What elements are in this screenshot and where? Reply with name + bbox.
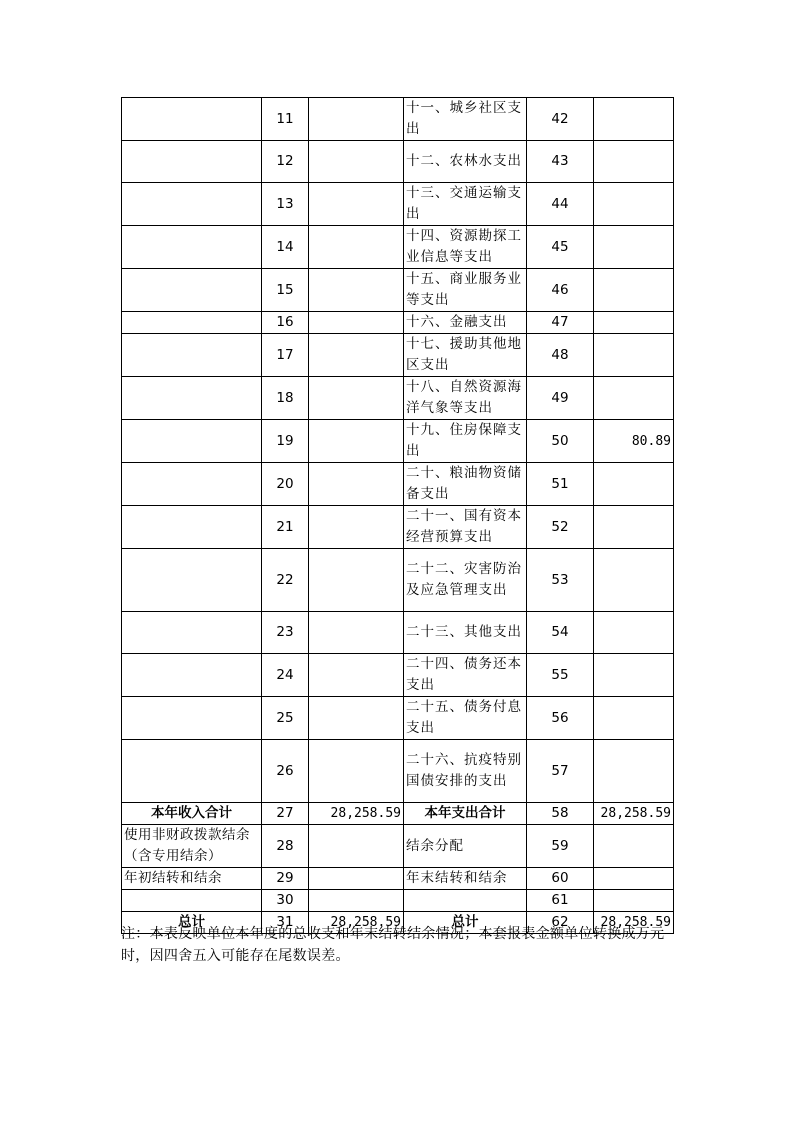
table-row: [122, 226, 674, 269]
expenditure-line-number-cell: 54: [527, 612, 594, 654]
expenditure-item-cell: 结余分配: [404, 825, 527, 868]
income-amount-cell: [309, 890, 404, 912]
expenditure-item-cell: 十二、农林水支出: [404, 141, 527, 183]
table-row: [122, 654, 674, 697]
income-line-number-cell: 25: [262, 697, 309, 740]
income-line-number-cell: 19: [262, 420, 309, 463]
table-row: [122, 890, 674, 912]
expenditure-amount-cell: [594, 334, 674, 377]
expenditure-amount-cell: [594, 312, 674, 334]
expenditure-amount-cell: [594, 890, 674, 912]
table-row: [122, 141, 674, 183]
expenditure-line-number-cell: 55: [527, 654, 594, 697]
income-line-number-cell: 29: [262, 868, 309, 890]
expenditure-item-cell: 二十、粮油物资储备支出: [404, 463, 527, 506]
income-amount-cell: [309, 312, 404, 334]
table-row: [122, 549, 674, 612]
income-amount-cell: 28,258.59: [309, 803, 404, 825]
expenditure-line-number-cell: 50: [527, 420, 594, 463]
income-amount-cell: [309, 868, 404, 890]
income-amount-cell: [309, 420, 404, 463]
expenditure-item-cell: 二十一、国有资本经营预算支出: [404, 506, 527, 549]
expenditure-item-cell: 总计: [404, 912, 527, 934]
income-line-number-cell: 17: [262, 334, 309, 377]
table-footnote: 注：本表反映单位本年度的总收支和年末结转结余情况；本套报表金额单位转换成万元时，因四舍五入可能存在尾数误差。: [121, 926, 665, 964]
expenditure-item-cell: 本年支出合计: [404, 803, 527, 825]
income-line-number-cell: 26: [262, 740, 309, 803]
income-item-cell: [122, 697, 262, 740]
expenditure-amount-cell: [594, 506, 674, 549]
income-expenditure-table: [121, 97, 674, 934]
income-line-number-cell: 16: [262, 312, 309, 334]
income-item-cell: [122, 654, 262, 697]
income-item-cell: [122, 890, 262, 912]
expenditure-line-number-cell: 61: [527, 890, 594, 912]
income-line-number-cell: 22: [262, 549, 309, 612]
expenditure-amount-cell: [594, 226, 674, 269]
expenditure-amount-cell: [594, 697, 674, 740]
expenditure-amount-cell: [594, 825, 674, 868]
income-item-cell: [122, 312, 262, 334]
income-item-cell: [122, 226, 262, 269]
expenditure-amount-cell: [594, 740, 674, 803]
income-amount-cell: 28,258.59: [309, 912, 404, 934]
table-row: [122, 825, 674, 868]
expenditure-item-cell: 二十六、抗疫特别国债安排的支出: [404, 740, 527, 803]
income-item-cell: [122, 463, 262, 506]
expenditure-item-cell: 二十二、灾害防治及应急管理支出: [404, 549, 527, 612]
table-row: [122, 312, 674, 334]
table-row: [122, 98, 674, 141]
table-row: [122, 420, 674, 463]
expenditure-item-cell: [404, 890, 527, 912]
expenditure-line-number-cell: 58: [527, 803, 594, 825]
income-amount-cell: [309, 825, 404, 868]
expenditure-line-number-cell: 46: [527, 269, 594, 312]
table-row: [122, 463, 674, 506]
table-row: [122, 506, 674, 549]
income-item-cell: [122, 334, 262, 377]
income-amount-cell: [309, 183, 404, 226]
expenditure-amount-cell: [594, 612, 674, 654]
income-item-cell: 年初结转和结余: [122, 868, 262, 890]
expenditure-line-number-cell: 44: [527, 183, 594, 226]
income-item-cell: 使用非财政拨款结余（含专用结余）: [122, 825, 262, 868]
expenditure-amount-cell: [594, 183, 674, 226]
expenditure-line-number-cell: 48: [527, 334, 594, 377]
expenditure-amount-cell: [594, 269, 674, 312]
expenditure-line-number-cell: 51: [527, 463, 594, 506]
expenditure-amount-cell: 28,258.59: [594, 912, 674, 934]
expenditure-amount-cell: [594, 463, 674, 506]
expenditure-item-cell: 十三、交通运输支出: [404, 183, 527, 226]
expenditure-line-number-cell: 60: [527, 868, 594, 890]
income-amount-cell: [309, 334, 404, 377]
expenditure-line-number-cell: 53: [527, 549, 594, 612]
income-item-cell: [122, 377, 262, 420]
income-item-cell: [122, 98, 262, 141]
expenditure-item-cell: 十一、城乡社区支出: [404, 98, 527, 141]
income-line-number-cell: 30: [262, 890, 309, 912]
table-row: [122, 740, 674, 803]
income-item-cell: [122, 141, 262, 183]
income-amount-cell: [309, 98, 404, 141]
expenditure-item-cell: 二十五、债务付息支出: [404, 697, 527, 740]
income-line-number-cell: 12: [262, 141, 309, 183]
expenditure-amount-cell: [594, 868, 674, 890]
income-amount-cell: [309, 612, 404, 654]
income-amount-cell: [309, 377, 404, 420]
expenditure-amount-cell: [594, 141, 674, 183]
table-row: [122, 334, 674, 377]
expenditure-line-number-cell: 47: [527, 312, 594, 334]
income-item-cell: [122, 506, 262, 549]
income-line-number-cell: 13: [262, 183, 309, 226]
income-amount-cell: [309, 740, 404, 803]
income-item-cell: [122, 740, 262, 803]
income-amount-cell: [309, 463, 404, 506]
income-item-cell: 总计: [122, 912, 262, 934]
expenditure-line-number-cell: 62: [527, 912, 594, 934]
expenditure-item-cell: 十七、援助其他地区支出: [404, 334, 527, 377]
expenditure-amount-cell: [594, 377, 674, 420]
table-row: [122, 377, 674, 420]
income-amount-cell: [309, 269, 404, 312]
income-item-cell: [122, 183, 262, 226]
expenditure-line-number-cell: 57: [527, 740, 594, 803]
income-amount-cell: [309, 141, 404, 183]
expenditure-line-number-cell: 45: [527, 226, 594, 269]
income-item-cell: [122, 269, 262, 312]
income-item-cell: 本年收入合计: [122, 803, 262, 825]
expenditure-item-cell: 二十四、债务还本支出: [404, 654, 527, 697]
expenditure-line-number-cell: 43: [527, 141, 594, 183]
expenditure-amount-cell: 28,258.59: [594, 803, 674, 825]
income-amount-cell: [309, 697, 404, 740]
income-line-number-cell: 11: [262, 98, 309, 141]
expenditure-item-cell: 十六、金融支出: [404, 312, 527, 334]
income-amount-cell: [309, 226, 404, 269]
income-item-cell: [122, 612, 262, 654]
expenditure-line-number-cell: 59: [527, 825, 594, 868]
income-line-number-cell: 24: [262, 654, 309, 697]
income-line-number-cell: 23: [262, 612, 309, 654]
expenditure-amount-cell: 80.89: [594, 420, 674, 463]
table-body: [122, 98, 674, 934]
expenditure-line-number-cell: 52: [527, 506, 594, 549]
income-line-number-cell: 20: [262, 463, 309, 506]
expenditure-item-cell: 十四、资源勘探工业信息等支出: [404, 226, 527, 269]
income-amount-cell: [309, 654, 404, 697]
expenditure-item-cell: 十五、商业服务业等支出: [404, 269, 527, 312]
income-line-number-cell: 28: [262, 825, 309, 868]
expenditure-line-number-cell: 42: [527, 98, 594, 141]
expenditure-item-cell: 十八、自然资源海洋气象等支出: [404, 377, 527, 420]
table-row: [122, 183, 674, 226]
table-row: [122, 803, 674, 825]
expenditure-amount-cell: [594, 98, 674, 141]
table-row: [122, 612, 674, 654]
income-line-number-cell: 31: [262, 912, 309, 934]
income-item-cell: [122, 549, 262, 612]
expenditure-item-cell: 十九、住房保障支出: [404, 420, 527, 463]
expenditure-line-number-cell: 49: [527, 377, 594, 420]
expenditure-amount-cell: [594, 654, 674, 697]
table-row: [122, 868, 674, 890]
expenditure-amount-cell: [594, 549, 674, 612]
expenditure-line-number-cell: 56: [527, 697, 594, 740]
income-line-number-cell: 14: [262, 226, 309, 269]
expenditure-item-cell: 年末结转和结余: [404, 868, 527, 890]
table-row: [122, 269, 674, 312]
expenditure-item-cell: 二十三、其他支出: [404, 612, 527, 654]
income-item-cell: [122, 420, 262, 463]
table-row: [122, 697, 674, 740]
income-line-number-cell: 15: [262, 269, 309, 312]
income-line-number-cell: 27: [262, 803, 309, 825]
income-amount-cell: [309, 549, 404, 612]
income-amount-cell: [309, 506, 404, 549]
income-line-number-cell: 18: [262, 377, 309, 420]
income-line-number-cell: 21: [262, 506, 309, 549]
